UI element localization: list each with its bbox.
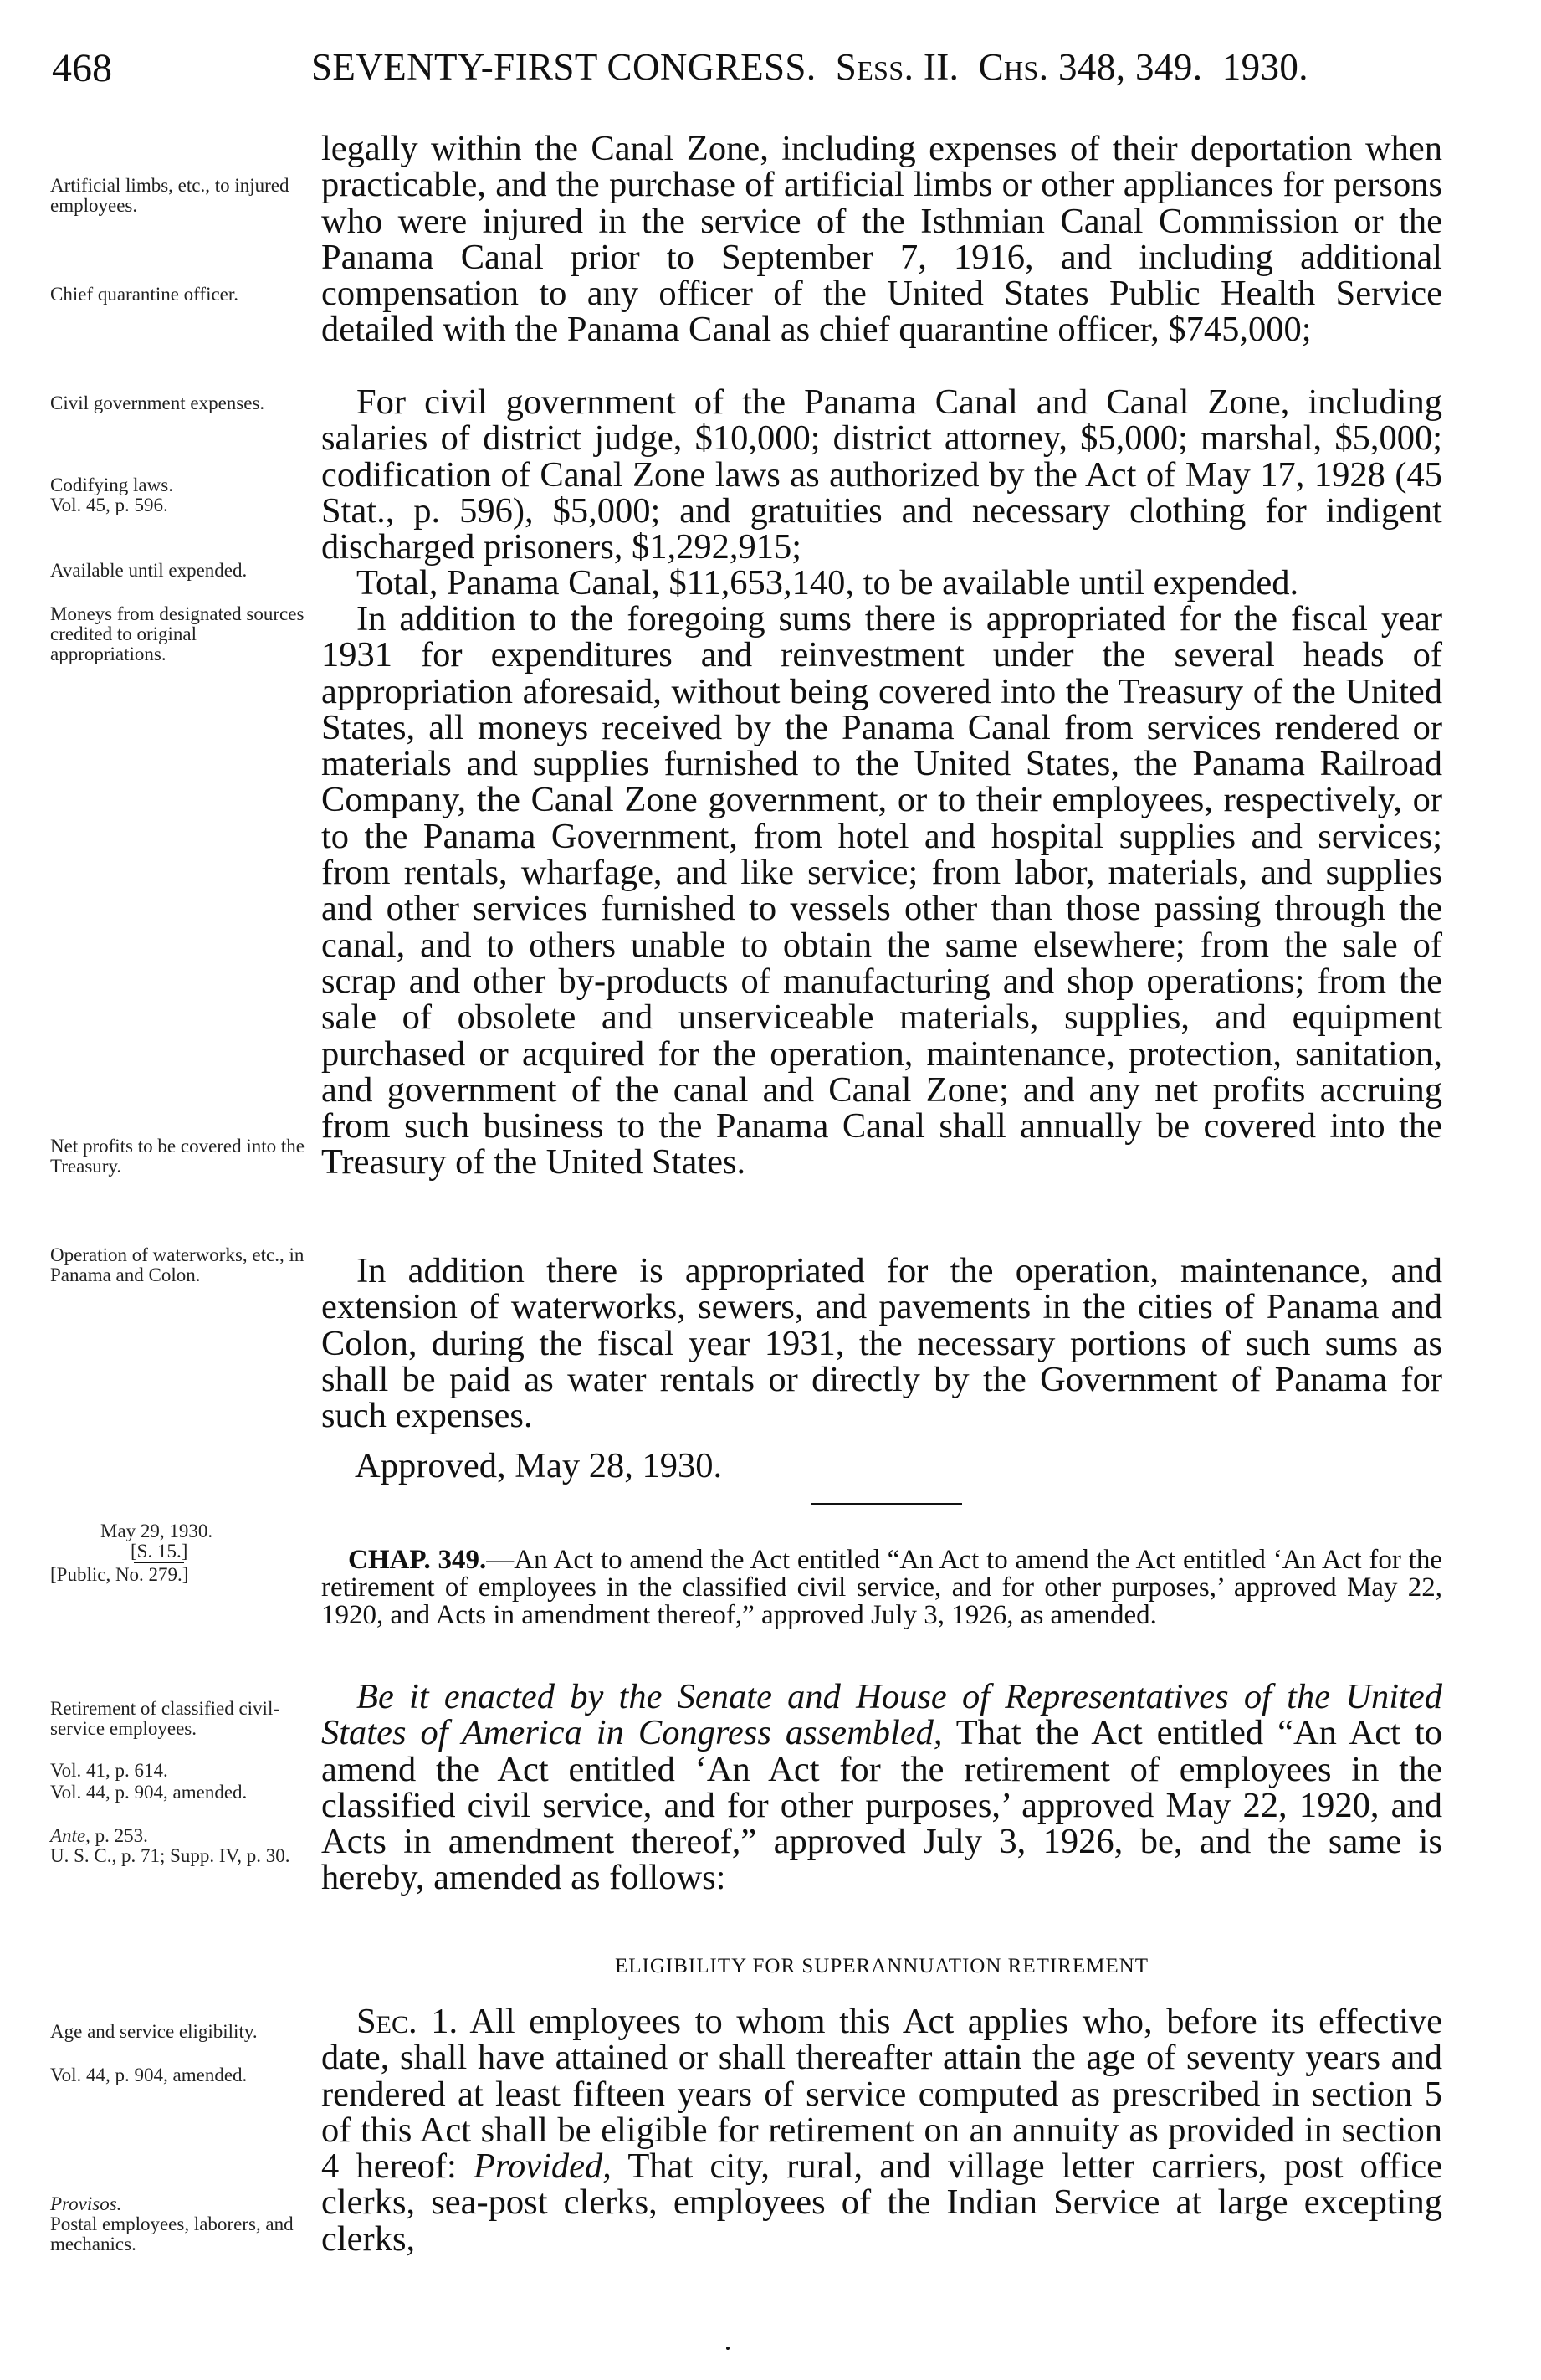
footer-dot (726, 2347, 730, 2350)
section-1-text: All employees to whom this Act applies who, before its effective date, shall have attained or shall thereafter attain the age of seventy years and rendered at least fifteen years of service computed as prescribed in section 5 of this Act shall be eligible for retirement on an annuity as provided in section 4 hereof: (321, 2002, 1442, 2187)
paragraph-moneys-appropriated: In addition to the foregoing sums there is appropriated for the fiscal year 1931 for expenditures and reinvestment under the several heads of appropriation aforesaid, without being covered into the Treasury of the United States, all moneys received by the Panama Canal from services rendered or materials and supplies furnished to the United States, the Panama Railroad Company, the Canal Zone government, or to their employees, respectively, or to the Panama Government, from hotel and hospital supplies and services; from rentals, wharfage, and like service; from labor, materials, and supplies and other services furnished to vessels other than those passing through the canal, and to others unable to obtain the same elsewhere; from the sale of scrap and other by-products of manufacturing and shop operations; from the sale of obsolete and unserviceable materials, supplies, and equipment purchased or acquired for the operation, maintenance, protection, sanitation, and government of the canal and Canal Zone; and any net profits accruing from such business to the Panama Canal shall annually be covered into the Treasury of the United States. (321, 599, 1442, 1182)
margin-note-provisos: Provisos. (50, 2193, 122, 2214)
section-1 (321, 2003, 1442, 2257)
margin-note-ref-1: Vol. 41, p. 614. (50, 1760, 168, 1781)
paragraph-civil-government: For civil government of the Panama Canal and Canal Zone, including salaries of district judge, $10,000; district attorney, $5,000; marshal, $5,000; codification of Canal Zone laws as authorized by the Act of May 17, 1928 (45 Stat., p. 596), $5,000; and gratuities and necessary clothing for indigent discharged prisoners, $1,292,915; (321, 382, 1442, 567)
enacting-clause-italic: Be it enacted by the Senate and House of Representatives of the United States of America in Congress assembled, (321, 1677, 1442, 1753)
margin-note-ref-3-line (50, 1826, 316, 1846)
margin-note-public-no: [Public, No. 279.] (50, 1564, 189, 1585)
margin-note-ref-5: Vol. 44, p. 904, amended. (50, 2065, 248, 2085)
year-label: 1930. (1221, 46, 1308, 88)
margin-note-moneys: Moneys from designated sources credited to original appropriations. (50, 603, 305, 664)
chapters-label: Chs. 348, 349. (978, 46, 1203, 88)
margin-note-waterworks: Operation of waterworks, etc., in Panama and Colon. (50, 1244, 305, 1285)
paragraph-waterworks: In addition there is appropriated for the operation, maintenance, and extension of waterworks, sewers, and pavements in the cities of Panama and Colon, during the fiscal year 1931, the necessary portions of such sums as shall be paid as water rentals or directly by the Government of Panama for such expenses. (321, 1251, 1442, 1436)
margin-note-ref-2: Vol. 44, p. 904, amended. (50, 1782, 248, 1803)
margin-note-artificial-limbs: Artificial limbs, etc., to injured employees. (50, 175, 289, 216)
margin-note-ante: Ante, (50, 1825, 90, 1846)
margin-note-civil-government: Civil government expenses. (50, 392, 265, 413)
margin-note-chief-quarantine: Chief quarantine officer. (50, 284, 239, 305)
congress-title: SEVENTY-FIRST CONGRESS. (311, 46, 817, 88)
section-1-text-2: That city, rural, and village letter carriers, post office clerks, sea-post clerks, employees of the Indian Service at large excepting clerks, (321, 2147, 1442, 2259)
section-1-label: Sec. 1. (356, 2002, 458, 2041)
margin-note-ref-4: U. S. C., p. 71; Supp. IV, p. 30. (50, 1845, 290, 1866)
margin-note-codifying-ref: Vol. 45, p. 596. (50, 495, 168, 515)
enacting-clause (321, 1679, 1442, 1896)
margin-note-codifying-laws: Codifying laws. (50, 474, 173, 495)
paragraph-canal-expenses: legally within the Canal Zone, including expenses of their deportation when practicable, and the purchase of artificial limbs or other appliances for persons who were injured in the service of the Isthmian Canal Commission or the Panama Canal prior to September 7, 1916, and including additional compensation to any officer of the United States Public Health Service detailed with the Panama Canal as chief quarantine officer, $745,000; (321, 129, 1442, 350)
margin-note-retirement: Retirement of classified civil-service employees. (50, 1698, 279, 1739)
margin-date-rule (134, 1562, 184, 1563)
margin-note-available: Available until expended. (50, 560, 248, 581)
section-1-provided: Provided, (474, 2147, 612, 2187)
enacting-clause-text: That the Act entitled “An Act to amend the Act entitled ‘An Act for the retirement of employees in the classified civil service, and for other purposes,’ approved May 22, 1920, and Acts in amendment thereof,” approved July 3, 1926, be, and the same is hereby, amended as follows: (321, 1713, 1442, 1898)
chapter-label: CHAP. 349. (348, 1545, 487, 1575)
margin-note-ref-3: p. 253. (95, 1825, 148, 1846)
paragraph-total: Total, Panama Canal, $11,653,140, to be available until expended. (356, 563, 1299, 603)
page-number: 468 (52, 46, 112, 90)
margin-note-date: May 29, 1930. (100, 1521, 213, 1541)
approved-date: Approved, May 28, 1930. (355, 1446, 723, 1485)
margin-note-bill: [S. 15.] (131, 1541, 188, 1562)
chapter-divider (811, 1503, 962, 1505)
running-header (0, 45, 1541, 95)
act-title-text: —An Act to amend the Act entitled “An Act to amend the Act entitled ‘An Act for the retirement of employees in the classified civil service, and for other purposes,’ approved May 22, 1920, and Acts in amendment thereof,” approved July 3, 1926, as amended. (321, 1545, 1442, 1630)
section-heading: ELIGIBILITY FOR SUPERANNUATION RETIREMENT (615, 1955, 1149, 1977)
margin-note-net-profits: Net profits to be covered into the Treasury. (50, 1136, 305, 1177)
act-title (321, 1546, 1442, 1629)
session-label: Sess. II. (835, 46, 960, 88)
margin-note-postal: Postal employees, laborers, and mechanics. (50, 2213, 294, 2254)
running-head (311, 45, 1308, 89)
margin-note-age-service: Age and service eligibility. (50, 2021, 258, 2042)
